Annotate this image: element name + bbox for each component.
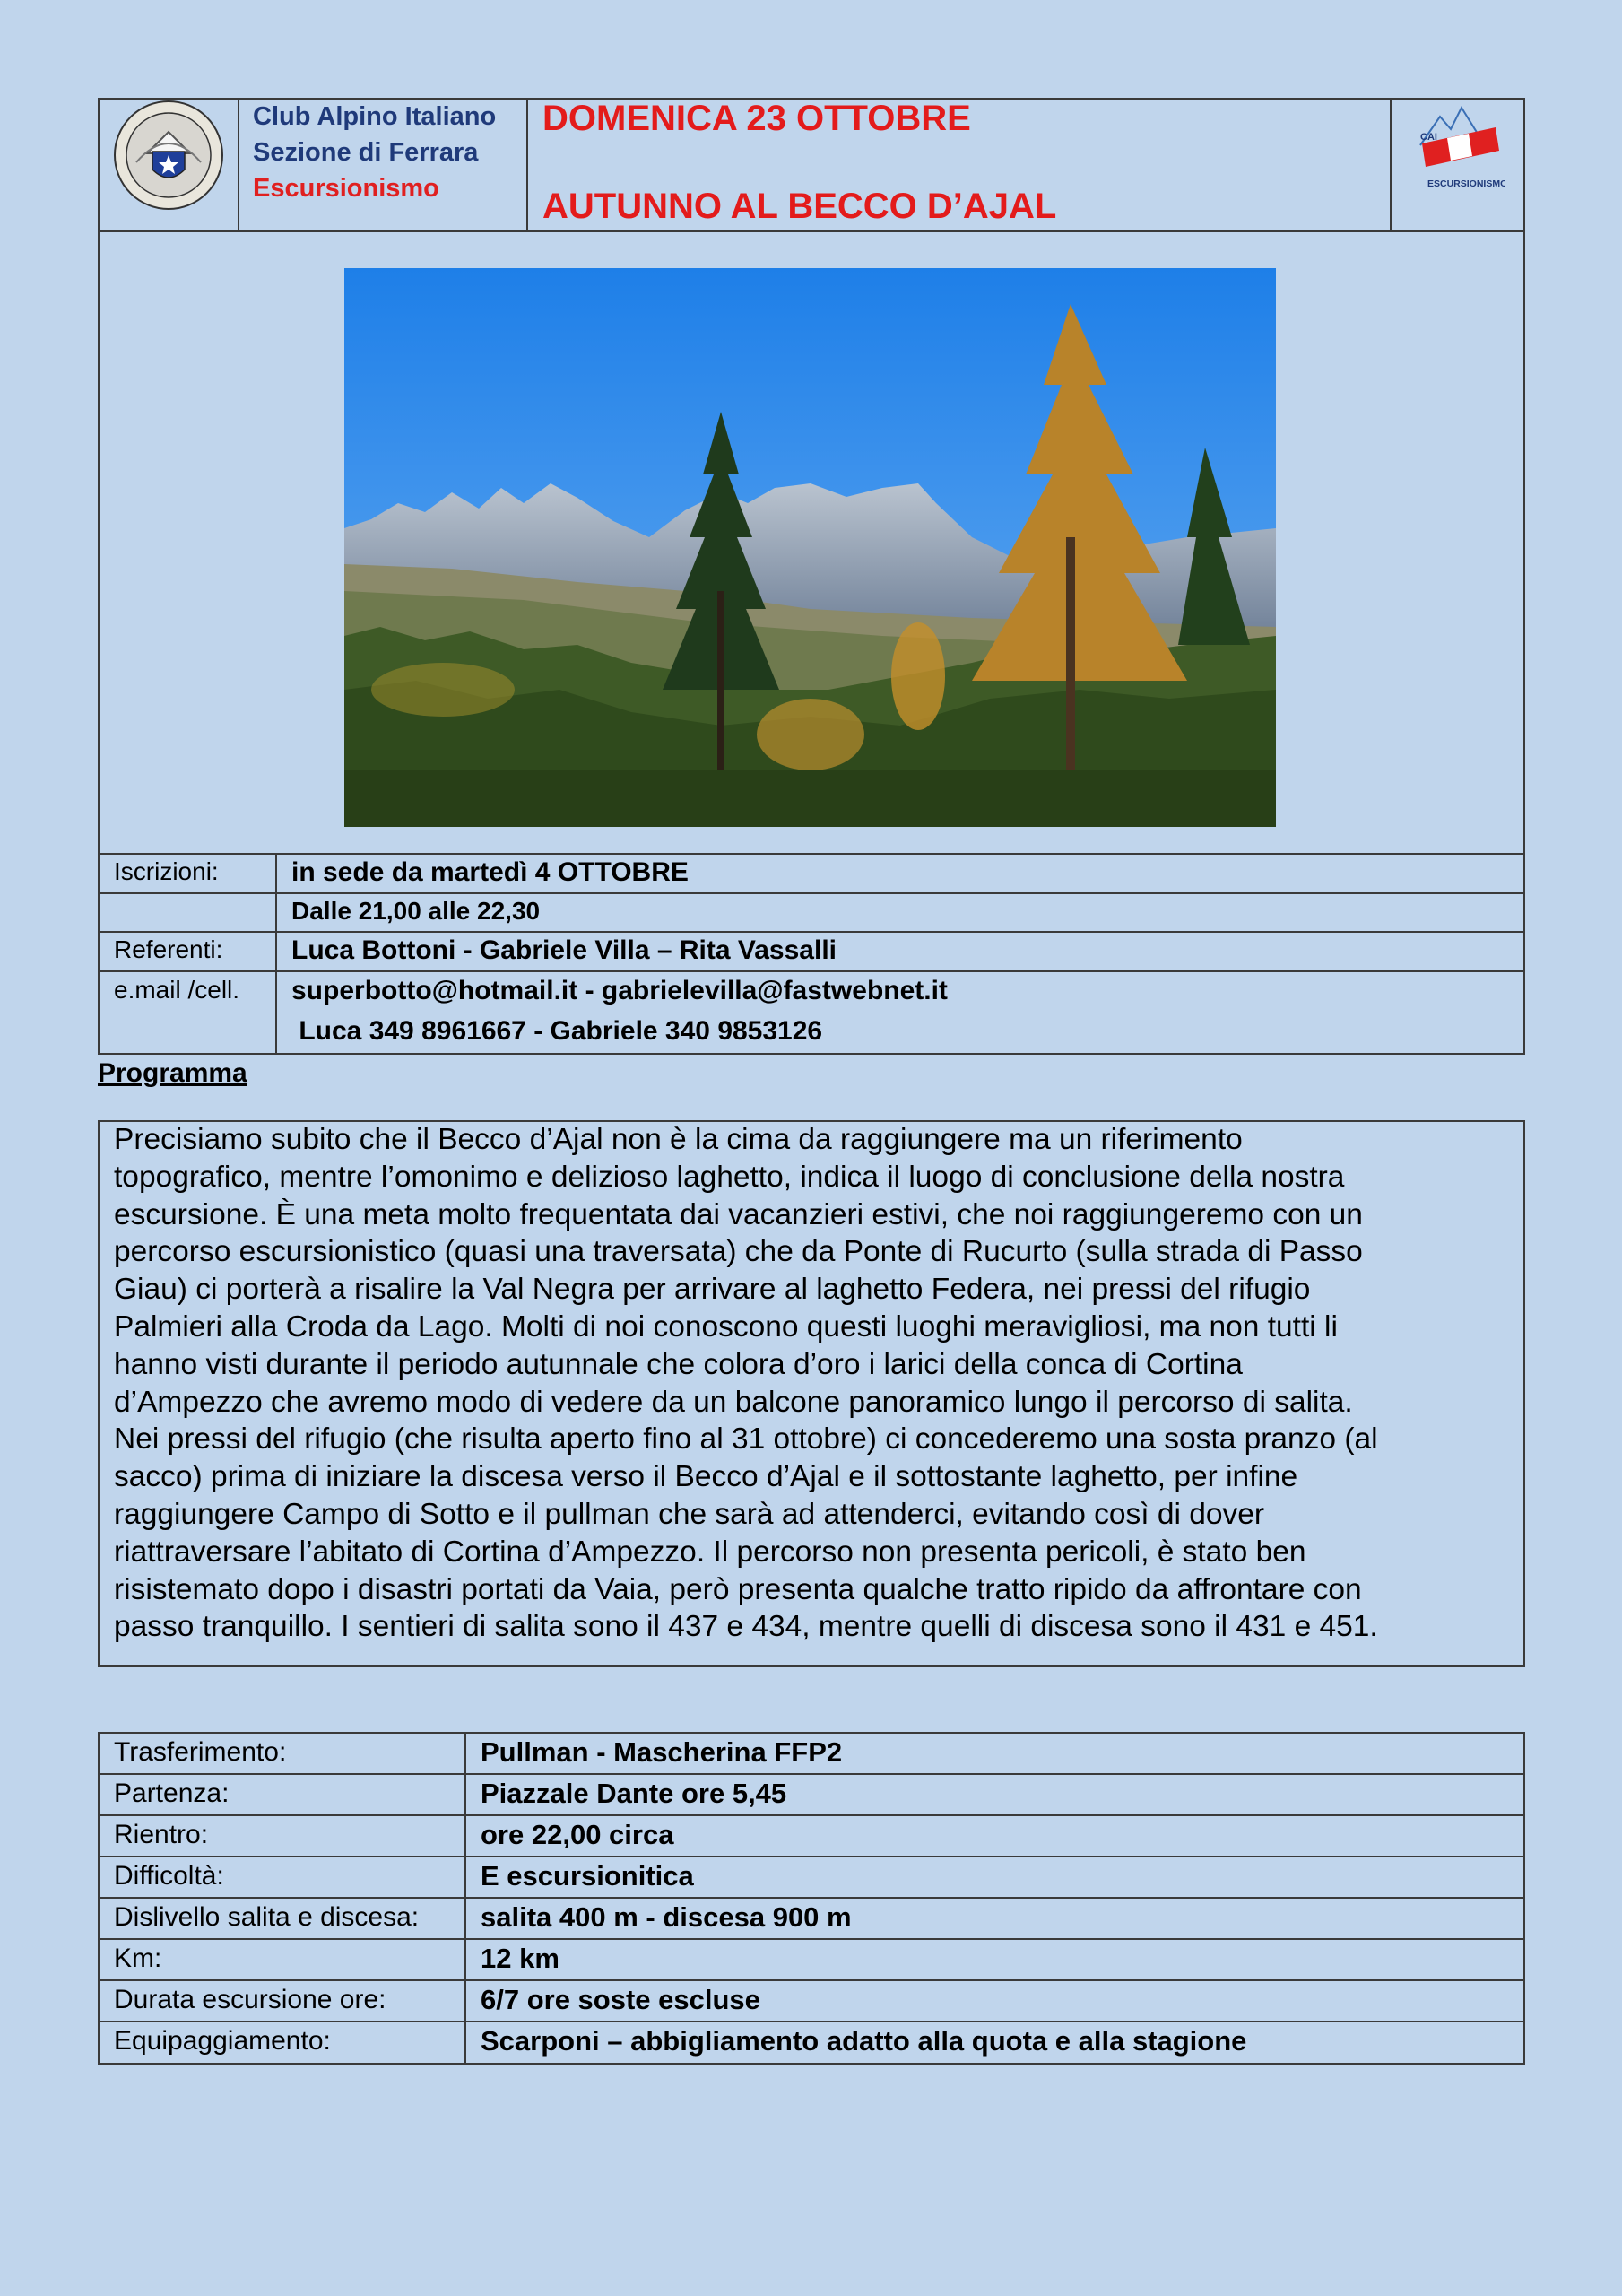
info-value-orario: Dalle 21,00 alle 22,30 <box>291 897 541 925</box>
detail-label-km: Km: <box>114 1944 162 1973</box>
details-row-divider <box>98 2021 1525 2022</box>
programma-heading: Programma <box>98 1058 247 1088</box>
programma-text: Precisiamo subito che il Becco d’Ajal non è la cima da raggiungere ma un riferimento topografico, mentre l’omonimo e delizioso laghetto, indica il luogo di conclusione della nostra escursione. È una meta molto frequentata dai vacanzieri estivi, che noi raggiungeremo con un percorso escursionistico (quasi una traversata) che da Ponte di Rucurto (sulla strada di Passo Giau) ci porterà a risalire la Val Negra per arrivare al laghetto Federa, nei pressi del rifugio Palmieri alla Croda da Lago. Molti di noi conoscono questi luoghi meravigliosi, ma non tutti li hanno visti durante il periodo autunnale che colora d’oro i larici della conca di Cortina d’Ampezzo che avremo modo di vedere da un balcone panoramico lungo il percorso di salita. Nei pressi del rifugio (che risulta aperto fino al 31 ottobre) ci concederemo una sosta pranzo (al sacco) prima di iniziare la discesa verso il Becco d’Ajal e il sottostante laghetto, per infine raggiungere Campo di Sotto e il pullman che sarà ad attenderci, evitando così di dover riattraversare l’abitato di Cortina d’Ampezzo. Il percorso non presenta pericoli, è stato ben risistemato dopo i disastri portati da Vaia, però presenta qualche tratto ripido da affrontare con passo tranquillo. I sentieri di salita sono il 437 e 434, mentre quelli di discesa sono il 431 e 451. <box>114 1123 1378 1644</box>
logo-text-cai: CAI <box>1420 132 1437 143</box>
detail-value-rientro: ore 22,00 circa <box>481 1819 674 1850</box>
info-label-contatti: e.mail /cell. <box>114 976 240 1004</box>
header-divider <box>526 98 528 232</box>
autumn-larches-dolomites-photo <box>344 268 1276 827</box>
info-label-referenti: Referenti: <box>114 935 223 963</box>
details-row-divider <box>98 1773 1525 1775</box>
detail-value-durata: 6/7 ore soste escluse <box>481 1984 760 2015</box>
detail-label-equipaggiamento: Equipaggiamento: <box>114 2026 331 2056</box>
org-line-2: Sezione di Ferrara <box>253 138 479 167</box>
cai-ferrara-seal-icon <box>111 98 226 217</box>
info-row-divider <box>98 931 1525 933</box>
details-row-divider <box>98 1814 1525 1816</box>
details-row-divider <box>98 1979 1525 1981</box>
info-row-divider <box>98 970 1525 972</box>
detail-value-partenza: Piazzale Dante ore 5,45 <box>481 1778 787 1809</box>
details-row-divider <box>98 1897 1525 1899</box>
detail-value-equipaggiamento: Scarponi – abbigliamento adatto alla quota e alla stagione <box>481 2025 1247 2057</box>
header-divider <box>1390 98 1392 232</box>
detail-label-difficolta: Difficoltà: <box>114 1861 224 1891</box>
info-value-email: superbotto@hotmail.it - gabrielevilla@fastwebnet.it <box>291 976 948 1005</box>
event-date-title: DOMENICA 23 OTTOBRE <box>542 99 971 138</box>
info-row-divider <box>98 892 1525 894</box>
detail-value-dislivello: salita 400 m - discesa 900 m <box>481 1901 852 1933</box>
detail-label-rientro: Rientro: <box>114 1820 209 1849</box>
org-line-3: Escursionismo <box>253 174 439 203</box>
detail-label-durata: Durata escursione ore: <box>114 1985 386 2014</box>
info-label-iscrizioni: Iscrizioni: <box>114 857 219 885</box>
logo-text-escursionismo: ESCURSIONISMO <box>1427 178 1505 189</box>
detail-label-dislivello: Dislivello salita e discesa: <box>114 1902 420 1932</box>
details-row-divider <box>98 1938 1525 1940</box>
details-row-divider <box>98 1856 1525 1857</box>
info-value-cell: Luca 349 8961667 - Gabriele 340 9853126 <box>291 1016 823 1046</box>
detail-label-trasferimento: Trasferimento: <box>114 1737 287 1767</box>
info-table-divider <box>275 853 277 1055</box>
detail-value-trasferimento: Pullman - Mascherina FFP2 <box>481 1736 843 1768</box>
detail-value-km: 12 km <box>481 1943 559 1974</box>
detail-label-partenza: Partenza: <box>114 1779 230 1808</box>
info-value-referenti: Luca Bottoni - Gabriele Villa – Rita Vassalli <box>291 935 837 965</box>
organization-name <box>253 99 496 206</box>
org-line-1: Club Alpino Italiano <box>253 102 497 131</box>
event-name-title: AUTUNNO AL BECCO D’AJAL <box>542 187 1057 226</box>
detail-value-difficolta: E escursionitica <box>481 1860 694 1892</box>
cai-escursionismo-logo-icon <box>1415 100 1505 204</box>
info-value-iscrizioni: in sede da martedì 4 OTTOBRE <box>291 857 689 887</box>
header-divider <box>238 98 239 232</box>
